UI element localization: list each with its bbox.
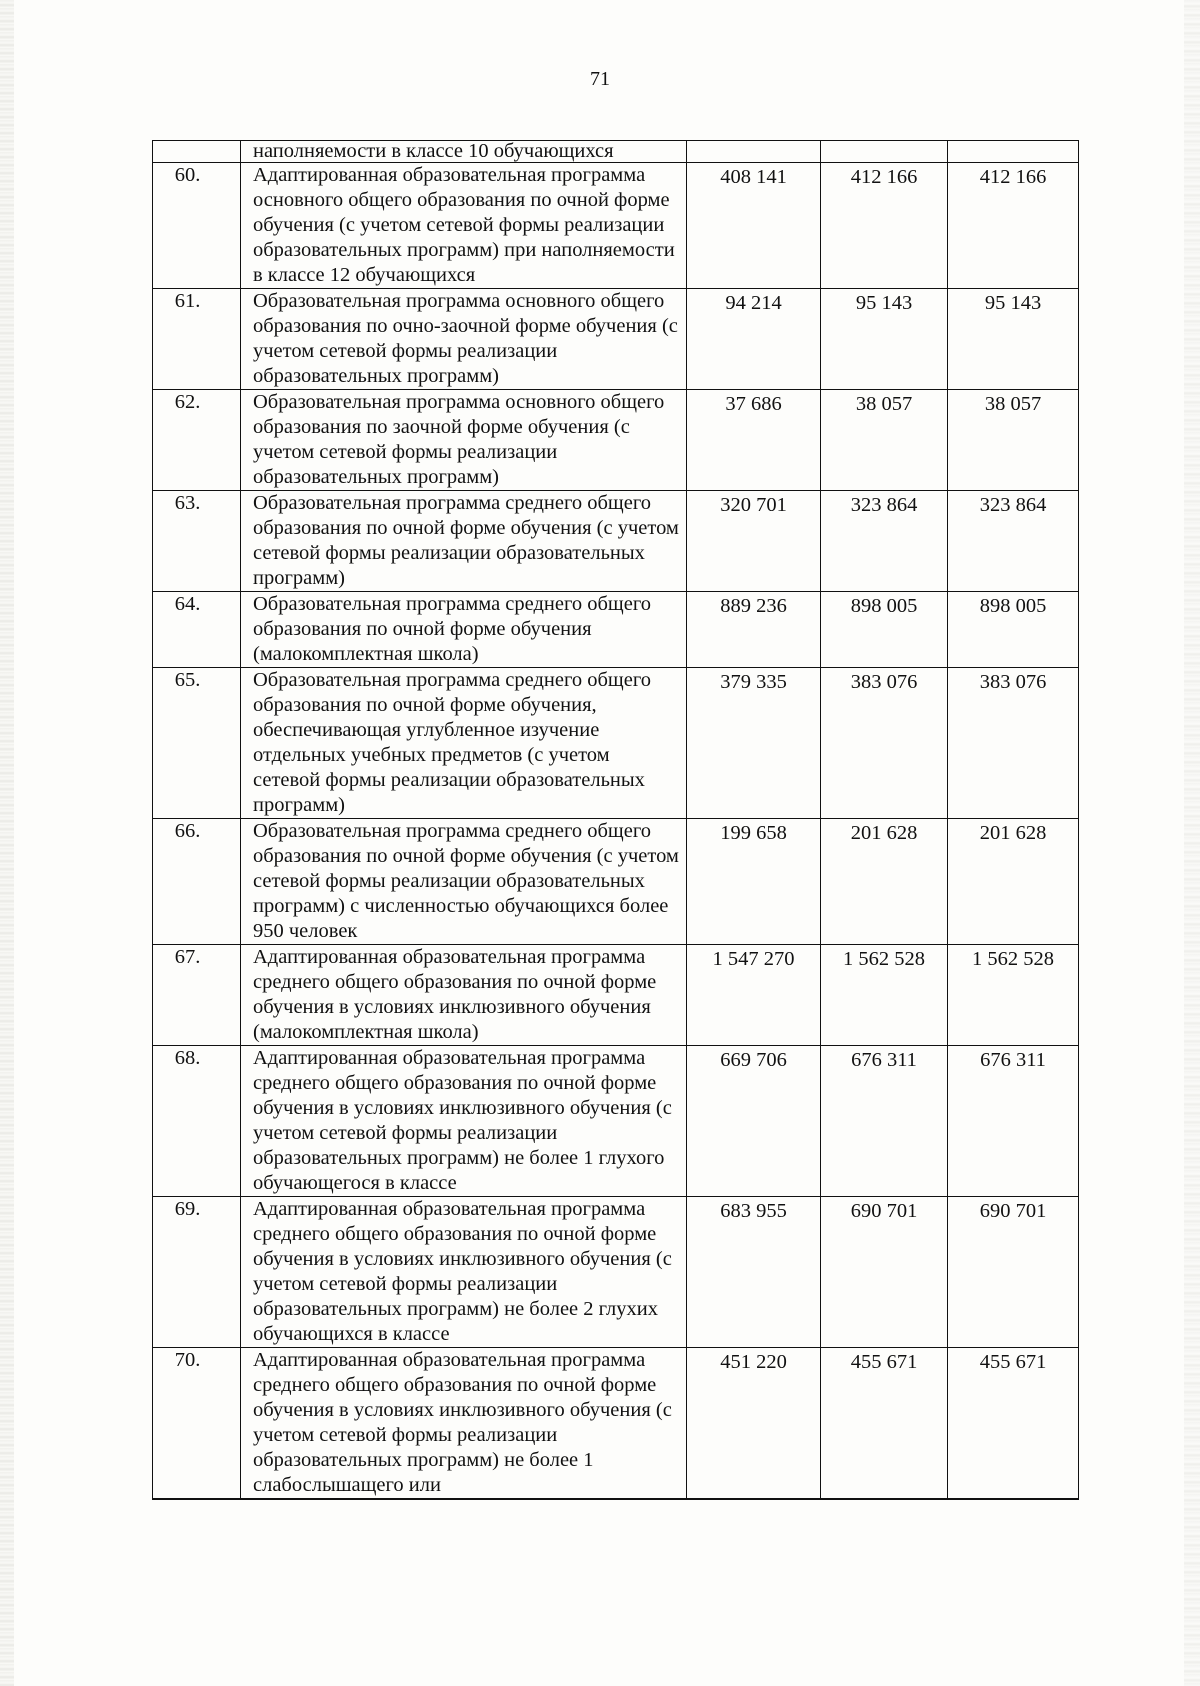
table-row xyxy=(153,819,1079,945)
value-year-3: 95 143 xyxy=(948,289,1079,390)
value-year-2 xyxy=(821,141,948,163)
row-number: 61. xyxy=(153,289,241,390)
program-name: Образовательная программа среднего общего образования по очной форме обучения, обеспечивающая углубленное изучение отдельных учебных предметов (с учетом сетевой формы реализации образовательных программ) xyxy=(241,668,687,819)
value-year-2: 898 005 xyxy=(821,592,948,668)
table-row xyxy=(153,1348,1079,1500)
value-year-2: 95 143 xyxy=(821,289,948,390)
value-year-3: 690 701 xyxy=(948,1197,1079,1348)
value-year-3: 455 671 xyxy=(948,1348,1079,1500)
table-row xyxy=(153,163,1079,289)
program-name: Образовательная программа основного общего образования по очно-заочной форме обучения (с учетом сетевой формы реализации образовательных программ) xyxy=(241,289,687,390)
table-row xyxy=(153,945,1079,1046)
program-name: Адаптированная образовательная программа среднего общего образования по очной форме обучения в условиях инклюзивного обучения (с учетом сетевой формы реализации образовательных программ) не более 1 глухого обучающегося в классе xyxy=(241,1046,687,1197)
scan-edge-right xyxy=(1184,0,1200,1686)
value-year-1: 889 236 xyxy=(687,592,821,668)
value-year-1: 669 706 xyxy=(687,1046,821,1197)
program-name: Адаптированная образовательная программа среднего общего образования по очной форме обучения в условиях инклюзивного обучения (малокомплектная школа) xyxy=(241,945,687,1046)
value-year-2: 383 076 xyxy=(821,668,948,819)
value-year-3: 201 628 xyxy=(948,819,1079,945)
row-number: 60. xyxy=(153,163,241,289)
table-row xyxy=(153,141,1079,163)
value-year-2: 1 562 528 xyxy=(821,945,948,1046)
value-year-1: 451 220 xyxy=(687,1348,821,1500)
row-number: 66. xyxy=(153,819,241,945)
value-year-3: 412 166 xyxy=(948,163,1079,289)
table-row xyxy=(153,491,1079,592)
program-cost-table xyxy=(152,140,1079,1500)
value-year-1: 37 686 xyxy=(687,390,821,491)
row-number: 65. xyxy=(153,668,241,819)
value-year-3: 1 562 528 xyxy=(948,945,1079,1046)
table-row xyxy=(153,668,1079,819)
value-year-1: 379 335 xyxy=(687,668,821,819)
scan-edge-left xyxy=(0,0,14,1686)
value-year-2: 455 671 xyxy=(821,1348,948,1500)
program-name: Адаптированная образовательная программа среднего общего образования по очной форме обучения в условиях инклюзивного обучения (с учетом сетевой формы реализации образовательных программ) не более 1 слабослышащего или xyxy=(241,1348,687,1500)
row-number: 67. xyxy=(153,945,241,1046)
value-year-3: 898 005 xyxy=(948,592,1079,668)
value-year-2: 690 701 xyxy=(821,1197,948,1348)
row-number: 64. xyxy=(153,592,241,668)
value-year-3: 323 864 xyxy=(948,491,1079,592)
value-year-2: 38 057 xyxy=(821,390,948,491)
value-year-3: 676 311 xyxy=(948,1046,1079,1197)
value-year-2: 412 166 xyxy=(821,163,948,289)
program-name: Адаптированная образовательная программа основного общего образования по очной форме обучения (с учетом сетевой формы реализации образовательных программ) при наполняемости в классе 12 обучающихся xyxy=(241,163,687,289)
program-name: Образовательная программа основного общего образования по заочной форме обучения (с учетом сетевой формы реализации образовательных программ) xyxy=(241,390,687,491)
program-name: Образовательная программа среднего общего образования по очной форме обучения (малокомплектная школа) xyxy=(241,592,687,668)
value-year-3 xyxy=(948,141,1079,163)
value-year-1: 199 658 xyxy=(687,819,821,945)
value-year-1: 408 141 xyxy=(687,163,821,289)
value-year-1: 1 547 270 xyxy=(687,945,821,1046)
table-row xyxy=(153,592,1079,668)
page-number: 71 xyxy=(590,68,610,90)
table-row xyxy=(153,390,1079,491)
program-name: Образовательная программа среднего общего образования по очной форме обучения (с учетом сетевой формы реализации образовательных программ) xyxy=(241,491,687,592)
value-year-3: 383 076 xyxy=(948,668,1079,819)
value-year-1 xyxy=(687,141,821,163)
table-row xyxy=(153,1046,1079,1197)
row-number: 68. xyxy=(153,1046,241,1197)
value-year-1: 94 214 xyxy=(687,289,821,390)
row-number: 69. xyxy=(153,1197,241,1348)
row-number: 62. xyxy=(153,390,241,491)
value-year-2: 323 864 xyxy=(821,491,948,592)
row-number: 70. xyxy=(153,1348,241,1500)
table-row xyxy=(153,1197,1079,1348)
value-year-2: 201 628 xyxy=(821,819,948,945)
table-row xyxy=(153,289,1079,390)
program-name: наполняемости в классе 10 обучающихся xyxy=(241,141,687,163)
value-year-1: 320 701 xyxy=(687,491,821,592)
row-number: 63. xyxy=(153,491,241,592)
program-name: Адаптированная образовательная программа среднего общего образования по очной форме обучения в условиях инклюзивного обучения (с учетом сетевой формы реализации образовательных программ) не более 2 глухих обучающихся в классе xyxy=(241,1197,687,1348)
value-year-3: 38 057 xyxy=(948,390,1079,491)
value-year-1: 683 955 xyxy=(687,1197,821,1348)
row-number xyxy=(153,141,241,163)
value-year-2: 676 311 xyxy=(821,1046,948,1197)
program-name: Образовательная программа среднего общего образования по очной форме обучения (с учетом сетевой формы реализации образовательных программ) с численностью обучающихся более 950 человек xyxy=(241,819,687,945)
